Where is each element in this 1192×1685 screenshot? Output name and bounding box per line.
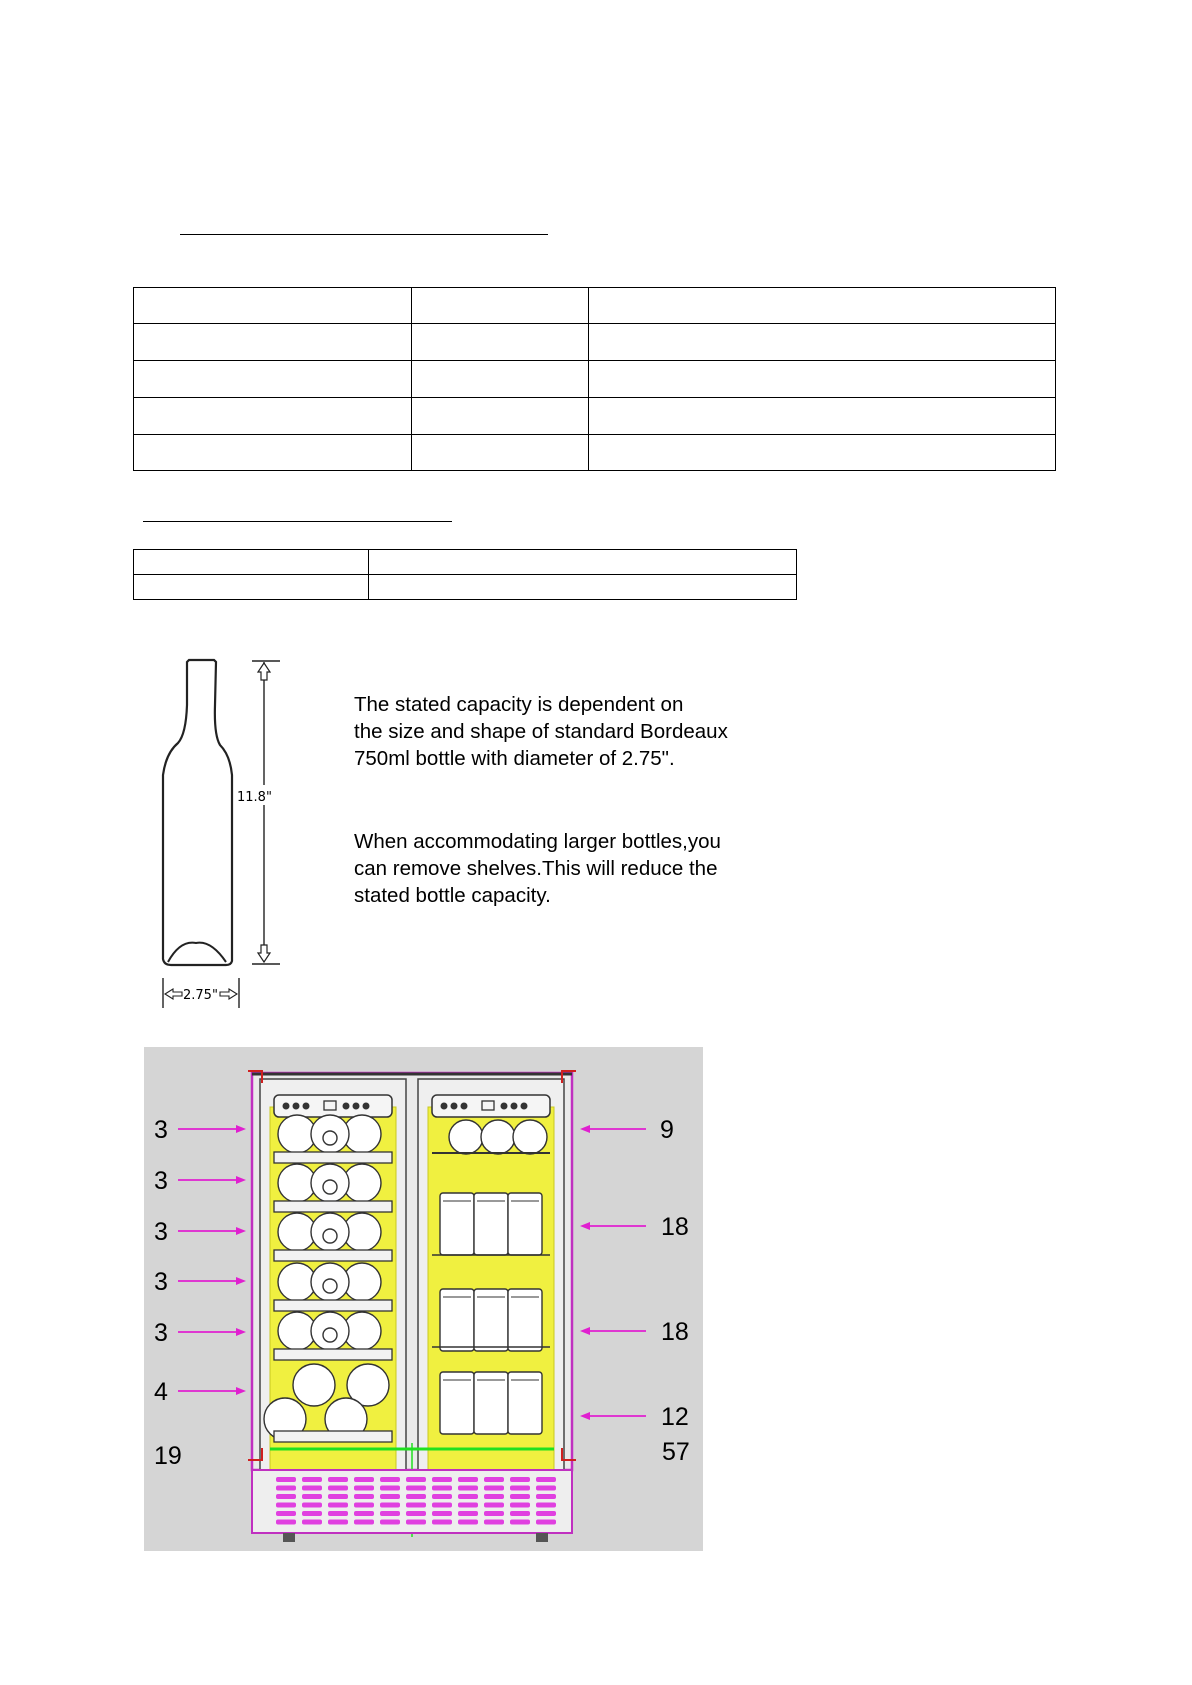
vent-slot <box>380 1477 400 1482</box>
bottle-end <box>293 1364 335 1406</box>
control-button-icon <box>283 1103 290 1110</box>
table-row <box>134 575 797 600</box>
vent-slot <box>484 1494 504 1499</box>
larger-bottles-note: When accommodating larger bottles,you can remove shelves.This will reduce the stated bottle capacity. <box>354 830 721 907</box>
left-arrow-icon <box>165 989 182 999</box>
vent-slot <box>536 1486 556 1491</box>
vent-slot <box>380 1486 400 1491</box>
right-zone-total: 57 <box>662 1438 690 1466</box>
vent-slot <box>328 1494 348 1499</box>
vent-slot <box>276 1511 296 1516</box>
right-arrow-icon <box>220 989 237 999</box>
vent-slot <box>302 1486 322 1491</box>
vent-slot <box>510 1486 530 1491</box>
vent-slot <box>432 1477 452 1482</box>
bottle-end <box>278 1213 316 1251</box>
table-row <box>134 398 1056 435</box>
table-row <box>134 550 797 575</box>
shelf-count-label: 3 <box>154 1167 168 1195</box>
shelf <box>274 1300 392 1311</box>
left-zone-total: 19 <box>154 1442 182 1470</box>
shelf-count-label: 18 <box>661 1318 689 1346</box>
vent-slot <box>406 1477 426 1482</box>
table-row <box>134 324 1056 361</box>
bottle-outline <box>163 660 232 965</box>
vent-slot <box>484 1511 504 1516</box>
vent-slot <box>458 1503 478 1508</box>
vent-slot <box>432 1503 452 1508</box>
vent-slot <box>328 1477 348 1482</box>
capacity-layout-diagram <box>144 1047 703 1551</box>
bottle-end <box>278 1263 316 1301</box>
vent-slot <box>354 1511 374 1516</box>
control-button-icon <box>363 1103 370 1110</box>
bottle-neck <box>323 1229 337 1243</box>
vent-slot <box>536 1477 556 1482</box>
vent-slot <box>536 1494 556 1499</box>
bottle-neck <box>323 1180 337 1194</box>
can <box>508 1289 542 1351</box>
control-button-icon <box>303 1103 310 1110</box>
control-button-icon <box>441 1103 448 1110</box>
down-arrow-icon <box>258 945 270 962</box>
vent-slot <box>380 1511 400 1516</box>
bottle-end <box>449 1120 483 1154</box>
left-control-panel <box>274 1095 392 1117</box>
vent-slot <box>354 1477 374 1482</box>
control-button-icon <box>343 1103 350 1110</box>
vent-slot <box>276 1520 296 1525</box>
vent-slot <box>432 1511 452 1516</box>
control-button-icon <box>511 1103 518 1110</box>
vent-slot <box>536 1511 556 1516</box>
control-button-icon <box>521 1103 528 1110</box>
right-foot <box>536 1533 548 1542</box>
vent-slot <box>432 1520 452 1525</box>
vent-slot <box>432 1486 452 1491</box>
table-row <box>134 435 1056 471</box>
can <box>508 1372 542 1434</box>
vent-slot <box>328 1520 348 1525</box>
vent-slot <box>354 1494 374 1499</box>
vent-slot <box>510 1520 530 1525</box>
vent-slot <box>302 1511 322 1516</box>
can <box>474 1372 508 1434</box>
vent-slot <box>276 1503 296 1508</box>
vent-slot <box>328 1486 348 1491</box>
shelf-count-label: 3 <box>154 1268 168 1296</box>
vent-slot <box>406 1494 426 1499</box>
control-button-icon <box>293 1103 300 1110</box>
bottle-neck <box>323 1279 337 1293</box>
shelf <box>274 1201 392 1212</box>
vent-slot <box>380 1503 400 1508</box>
height-label: 11.8" <box>237 790 272 805</box>
vent-slot <box>328 1503 348 1508</box>
vent-slot <box>458 1520 478 1525</box>
right-control-panel <box>432 1095 550 1117</box>
shelf-count-label: 3 <box>154 1319 168 1347</box>
bottle-end <box>278 1312 316 1350</box>
heading-rule-1 <box>180 234 548 235</box>
vent-slot <box>380 1494 400 1499</box>
vent-slot <box>510 1494 530 1499</box>
vent-slot <box>510 1511 530 1516</box>
shelf-count-label: 12 <box>661 1403 689 1431</box>
shelf <box>274 1349 392 1360</box>
width-label: 2.75" <box>183 988 218 1003</box>
vent-slot <box>276 1494 296 1499</box>
vent-slot <box>380 1520 400 1525</box>
can <box>508 1193 542 1255</box>
shelf-count-label: 9 <box>660 1116 674 1144</box>
spec-table-1 <box>133 287 1056 471</box>
vent-slot <box>484 1503 504 1508</box>
vent-slot <box>458 1494 478 1499</box>
vent-slot <box>406 1486 426 1491</box>
can <box>474 1193 508 1255</box>
control-button-icon <box>353 1103 360 1110</box>
vent-slot <box>354 1520 374 1525</box>
shelf-count-label: 3 <box>154 1218 168 1246</box>
can <box>440 1289 474 1351</box>
shelf-count-label: 18 <box>661 1213 689 1241</box>
bottle-end <box>513 1120 547 1154</box>
control-button-icon <box>501 1103 508 1110</box>
vent-slot <box>354 1486 374 1491</box>
vent-slot <box>458 1477 478 1482</box>
vent-slot <box>458 1486 478 1491</box>
left-foot <box>283 1533 295 1542</box>
vent-slot <box>276 1477 296 1482</box>
vent-slot <box>302 1477 322 1482</box>
vent-slot <box>484 1520 504 1525</box>
vent-slot <box>536 1503 556 1508</box>
vent-slot <box>484 1486 504 1491</box>
table-row <box>134 361 1056 398</box>
vent-slot <box>302 1494 322 1499</box>
vent-slot <box>484 1477 504 1482</box>
control-button-icon <box>451 1103 458 1110</box>
vent-slot <box>536 1520 556 1525</box>
heading-rule-2 <box>143 521 452 522</box>
shelf-count-label: 4 <box>154 1378 168 1406</box>
shelf <box>274 1431 392 1442</box>
vent-slot <box>302 1503 322 1508</box>
vent-slot <box>406 1503 426 1508</box>
bottle-end <box>278 1164 316 1202</box>
bottle-neck <box>323 1328 337 1342</box>
capacity-note: The stated capacity is dependent on the size and shape of standard Bordeaux 750ml bottle with diameter of 2.75". <box>354 693 728 770</box>
can <box>440 1193 474 1255</box>
bottle-end <box>278 1115 316 1153</box>
vent-slot <box>302 1520 322 1525</box>
vent-slot <box>354 1503 374 1508</box>
bottle-dimension-drawing <box>140 650 300 1020</box>
shelf <box>274 1250 392 1261</box>
vent-slot <box>406 1520 426 1525</box>
can <box>440 1372 474 1434</box>
up-arrow-icon <box>258 663 270 680</box>
vent-slot <box>328 1511 348 1516</box>
bottle-punt <box>168 943 226 962</box>
vent-slot <box>510 1477 530 1482</box>
can <box>474 1289 508 1351</box>
bottle-neck <box>323 1131 337 1145</box>
bottle-end <box>481 1120 515 1154</box>
spec-table-2 <box>133 549 797 600</box>
table-row <box>134 288 1056 324</box>
control-button-icon <box>461 1103 468 1110</box>
vent-slot <box>276 1486 296 1491</box>
vent-slot <box>510 1503 530 1508</box>
shelf-count-label: 3 <box>154 1116 168 1144</box>
vent-slot <box>406 1511 426 1516</box>
shelf <box>274 1152 392 1163</box>
vent-slot <box>458 1511 478 1516</box>
vent-slot <box>432 1494 452 1499</box>
